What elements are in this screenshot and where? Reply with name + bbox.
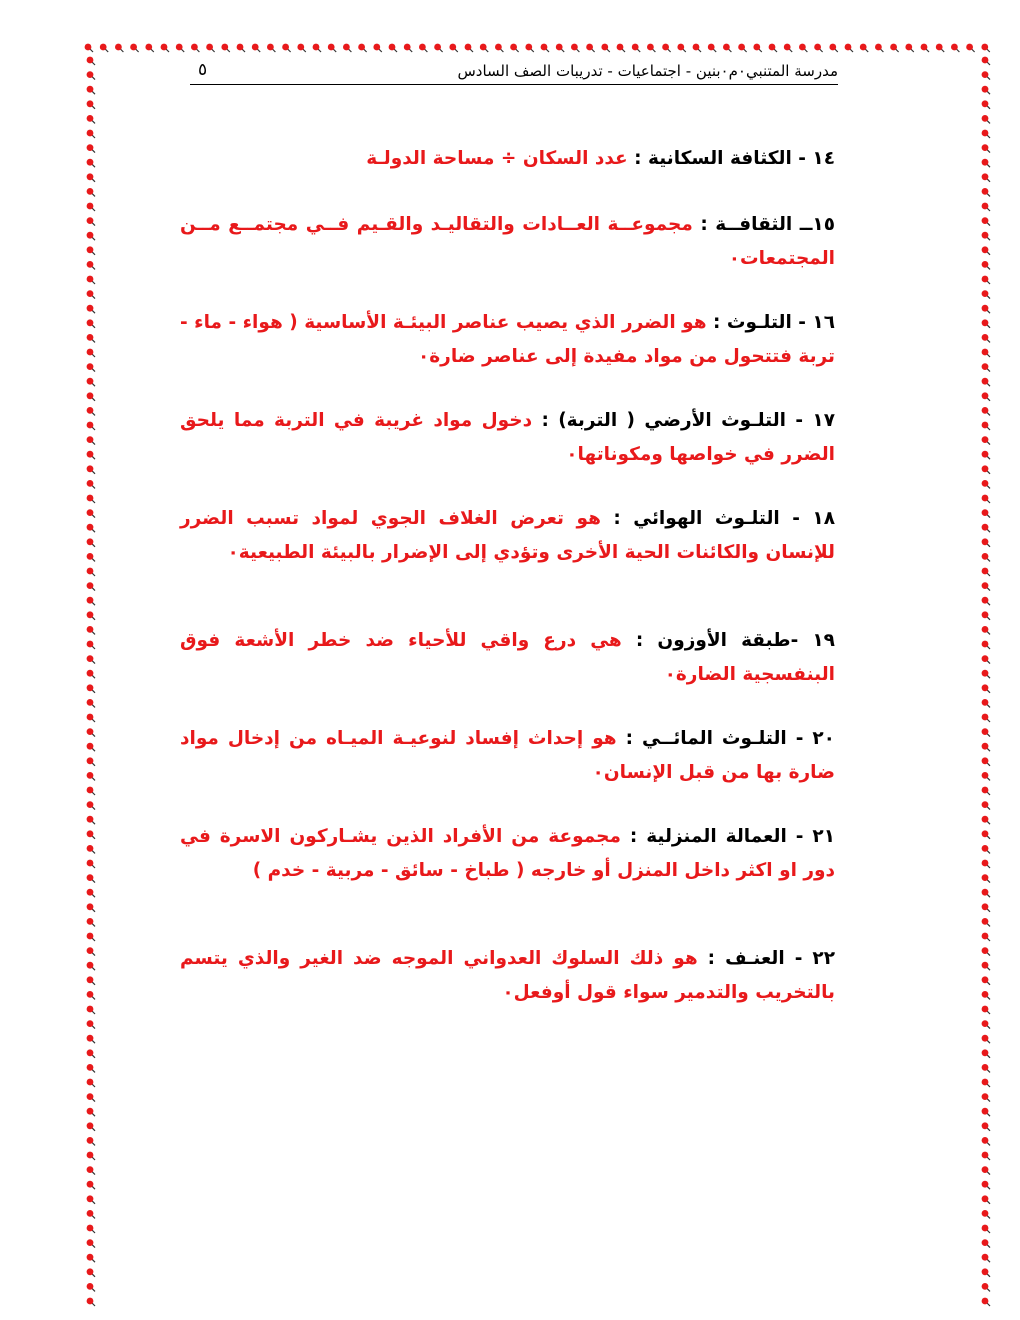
border-pin-head: [982, 465, 989, 472]
border-pin-head: [571, 44, 578, 51]
page-number: ٥: [198, 60, 208, 80]
border-pin-head: [87, 261, 94, 268]
border-pin-head: [936, 44, 943, 51]
border-pin-head: [982, 509, 989, 516]
border-pin-head: [87, 159, 94, 166]
border-pin-head: [87, 1093, 94, 1100]
border-pin-head: [982, 553, 989, 560]
border-pin-head: [87, 962, 94, 969]
border-pin-head: [556, 44, 563, 51]
border-pin-head: [982, 159, 989, 166]
border-pin-head: [87, 363, 94, 370]
border-pin-head: [87, 714, 94, 721]
border-pin-head: [982, 1108, 989, 1115]
border-pin-head: [87, 553, 94, 560]
border-pin-head: [982, 655, 989, 662]
border-pin-head: [982, 1298, 989, 1305]
border-pin-head: [982, 684, 989, 691]
border-pin-head: [87, 1283, 94, 1290]
border-pin-head: [87, 232, 94, 239]
definition-item: ٢١ - العمالة المنزلية : مجموعة من الأفراد الذين يشـاركون الاسرة في دور او اكثر داخل المنزل أو خارجه ( طباخ - سائق - مربية - خدم ): [180, 826, 835, 881]
border-pin-head: [87, 1079, 94, 1086]
item-number: ٢١: [812, 826, 835, 847]
border-pin-head: [982, 1254, 989, 1261]
border-pin-head: [87, 480, 94, 487]
border-pin-head: [85, 44, 92, 51]
border-pin-head: [951, 44, 958, 51]
border-pin-head: [87, 1239, 94, 1246]
border-pin-head: [982, 1239, 989, 1246]
border-pin-head: [87, 830, 94, 837]
border-pin-head: [982, 1122, 989, 1129]
border-pin-head: [87, 801, 94, 808]
border-pin-head: [586, 44, 593, 51]
border-pin-head: [982, 1006, 989, 1013]
border-pin-head: [647, 44, 654, 51]
definitions-list: [180, 142, 835, 1010]
border-pin-head: [465, 44, 472, 51]
border-pin-head: [237, 44, 244, 51]
border-pin-head: [982, 363, 989, 370]
border-pin-head: [982, 1093, 989, 1100]
border-pin-head: [982, 1064, 989, 1071]
border-pin-head: [87, 451, 94, 458]
border-pin-head: [373, 44, 380, 51]
border-pin-head: [982, 1035, 989, 1042]
border-pin-head: [87, 1020, 94, 1027]
border-pin-head: [982, 1020, 989, 1027]
border-pin-head: [982, 816, 989, 823]
border-pin-head: [191, 44, 198, 51]
border-pin-head: [982, 71, 989, 78]
border-pin-head: [982, 933, 989, 940]
border-pin-head: [87, 349, 94, 356]
border-pin-head: [814, 44, 821, 51]
border-pin-head: [799, 44, 806, 51]
border-pin-head: [829, 44, 836, 51]
border-pin-head: [87, 246, 94, 253]
border-pin-head: [87, 173, 94, 180]
border-pin-head: [982, 991, 989, 998]
border-pin-head: [145, 44, 152, 51]
border-pin-head: [982, 889, 989, 896]
border-pin-head: [982, 524, 989, 531]
border-pin-head: [982, 57, 989, 64]
border-pin-head: [87, 378, 94, 385]
border-pin-head: [982, 714, 989, 721]
border-pin-head: [87, 991, 94, 998]
border-pin-head: [662, 44, 669, 51]
border-pin-head: [982, 232, 989, 239]
item-number: ١٤: [812, 148, 835, 169]
border-pin-head: [87, 699, 94, 706]
border-pin-head: [495, 44, 502, 51]
border-pin-head: [480, 44, 487, 51]
border-pin-head: [845, 44, 852, 51]
border-pin-head: [206, 44, 213, 51]
border-pin-head: [87, 436, 94, 443]
item-number: ١٨: [812, 508, 835, 529]
border-pin-head: [297, 44, 304, 51]
definition-item: ٢٠ - التلـوث المائــي : هو إحداث إفساد لنوعيـة الميـاه من إدخال مواد ضارة بها من قبل الإنسان٠: [180, 728, 835, 783]
border-pin-head: [860, 44, 867, 51]
border-pin-head: [87, 626, 94, 633]
border-pin-head: [87, 203, 94, 210]
item-number: ٢٠: [812, 728, 835, 749]
border-pin-head: [87, 1064, 94, 1071]
border-pin-head: [982, 845, 989, 852]
border-pin-head: [982, 188, 989, 195]
border-pin-head: [982, 918, 989, 925]
border-pin-head: [982, 422, 989, 429]
border-pin-head: [252, 44, 259, 51]
border-pin-head: [982, 1181, 989, 1188]
border-pin-head: [87, 407, 94, 414]
border-pin-head: [982, 728, 989, 735]
border-pin-head: [982, 451, 989, 458]
border-pin-head: [87, 1195, 94, 1202]
border-pin-head: [87, 290, 94, 297]
border-pin-head: [87, 933, 94, 940]
border-pin-head: [982, 100, 989, 107]
border-pin-head: [982, 334, 989, 341]
border-pin-head: [87, 422, 94, 429]
border-pin-head: [87, 57, 94, 64]
definition-item: ١٥ــ الثقافــة : مجموعــة العــادات والتقاليـد والقـيم فــي مجتمــع مــن المجتمعات٠: [180, 214, 836, 269]
border-pin-head: [966, 44, 973, 51]
border-pin-head: [982, 261, 989, 268]
border-pin-head: [982, 217, 989, 224]
border-pin-head: [87, 1006, 94, 1013]
border-pin-head: [905, 44, 912, 51]
border-pin-head: [87, 276, 94, 283]
border-pin-head: [601, 44, 608, 51]
border-pin-head: [87, 334, 94, 341]
border-pin-head: [982, 130, 989, 137]
item-definition: هي درع واقي للأحياء ضد خطر الأشعة فوق البنفسجية الضارة٠: [180, 630, 835, 685]
border-pin-head: [87, 217, 94, 224]
border-pin-head: [982, 757, 989, 764]
border-pin-head: [982, 436, 989, 443]
definition-item: ١٨ - التلـوث الهوائي : هو تعرض الغلاف الجوي لمواد تسبب الضرر للإنسان والكائنات الحية الأخرى وتؤدي إلى الإضرار بالبيئة الطبيعية٠: [180, 508, 835, 563]
border-pin-head: [87, 918, 94, 925]
border-pin-head: [87, 71, 94, 78]
border-pin-head: [87, 597, 94, 604]
border-pin-head: [87, 1166, 94, 1173]
border-pin-head: [982, 1268, 989, 1275]
border-pin-head: [176, 44, 183, 51]
item-number: ١٧: [812, 410, 835, 431]
border-pin-head: [267, 44, 274, 51]
item-definition: دخول مواد غريبة في التربة مما يلحق الضرر في خواصها ومكوناتها٠: [180, 410, 835, 465]
definition-item: ١٧ - التلـوث الأرضي ( التربة) : دخول مواد غريبة في التربة مما يلحق الضرر في خواصها ومكوناتها٠: [180, 410, 835, 465]
border-pin-head: [87, 509, 94, 516]
border-pin-head: [87, 1035, 94, 1042]
item-term: التلـوث الهوائي :: [613, 508, 780, 529]
border-pin-head: [982, 276, 989, 283]
item-term: طبقة الأوزون :: [635, 630, 791, 651]
border-pin-head: [982, 772, 989, 779]
border-pin-head: [282, 44, 289, 51]
border-pin-head: [525, 44, 532, 51]
item-term: العنـف :: [707, 948, 785, 969]
border-pin-head: [982, 641, 989, 648]
item-term: العمالة المنزلية :: [629, 826, 787, 847]
border-pin-head: [982, 495, 989, 502]
border-pin-head: [358, 44, 365, 51]
border-pin-head: [87, 495, 94, 502]
definition-item: ١٩ -طبقة الأوزون : هي درع واقي للأحياء ضد خطر الأشعة فوق البنفسجية الضارة٠: [180, 630, 835, 685]
border-pin-head: [87, 524, 94, 531]
border-pin-head: [982, 407, 989, 414]
border-pin-head: [982, 1137, 989, 1144]
border-pin-head: [982, 699, 989, 706]
border-pin-head: [982, 290, 989, 297]
definition-item: ٢٢ - العنـف : هو ذلك السلوك العدواني الموجه ضد الغير والذي يتسم بالتخريب والتدمير سواء قول أوفعل٠: [180, 948, 835, 1003]
border-pin-head: [87, 641, 94, 648]
border-pin-head: [982, 86, 989, 93]
border-pin-head: [982, 1210, 989, 1217]
border-pin-head: [161, 44, 168, 51]
border-pin-head: [982, 582, 989, 589]
border-pin-head: [130, 44, 137, 51]
border-pin-head: [87, 115, 94, 122]
border-pin-head: [982, 1283, 989, 1290]
definition-item: ١٤ - الكثافة السكانية : عدد السكان ÷ مساحة الدولـة: [366, 148, 835, 169]
border-pin-head: [87, 86, 94, 93]
border-pin-head: [784, 44, 791, 51]
border-pin-head: [87, 319, 94, 326]
border-pin-head: [982, 246, 989, 253]
border-pin-head: [87, 1254, 94, 1261]
border-pin-head: [87, 130, 94, 137]
border-pin-head: [87, 144, 94, 151]
border-pin-head: [982, 801, 989, 808]
item-term: التلـوث المائــي :: [625, 728, 787, 749]
border-pin-head: [982, 305, 989, 312]
border-pin-head: [389, 44, 396, 51]
border-pin-head: [982, 597, 989, 604]
border-pin-head: [87, 1049, 94, 1056]
border-pin-head: [87, 1152, 94, 1159]
border-pin-head: [313, 44, 320, 51]
border-pin-head: [617, 44, 624, 51]
item-number: ١٥: [812, 214, 836, 235]
border-pin-head: [87, 655, 94, 662]
item-definition: هو تعرض الغلاف الجوي لمواد تسبب الضرر للإنسان والكائنات الحية الأخرى وتؤدي إلى الإضرار بالبيئة الطبيعية٠: [180, 508, 835, 563]
border-pin-head: [982, 743, 989, 750]
border-pin-head: [875, 44, 882, 51]
item-number: ٢٢: [812, 948, 835, 969]
border-pin-head: [87, 1210, 94, 1217]
item-definition: مجموعــة العــادات والتقاليـد والقـيم فــي مجتمــع مــن المجتمعات٠: [180, 214, 835, 269]
item-number: ١٩: [812, 630, 835, 651]
border-pin-head: [87, 860, 94, 867]
border-pin-head: [87, 743, 94, 750]
border-pin-head: [87, 1137, 94, 1144]
border-pin-head: [677, 44, 684, 51]
border-pin-head: [982, 115, 989, 122]
border-pin-head: [87, 305, 94, 312]
border-pin-head: [87, 1108, 94, 1115]
border-pin-head: [982, 480, 989, 487]
border-pin-head: [87, 538, 94, 545]
border-pin-head: [982, 860, 989, 867]
item-definition: هو ذلك السلوك العدواني الموجه ضد الغير والذي يتسم بالتخريب والتدمير سواء قول أوفعل٠: [180, 948, 835, 1003]
border-pin-head: [982, 319, 989, 326]
border-pin-head: [87, 772, 94, 779]
border-pin-head: [982, 1079, 989, 1086]
item-term: الكثافة السكانية :: [634, 148, 792, 169]
border-pin-head: [738, 44, 745, 51]
border-pin-head: [87, 188, 94, 195]
border-pin-head: [87, 670, 94, 677]
border-pin-head: [723, 44, 730, 51]
border-pin-head: [87, 465, 94, 472]
border-pin-head: [982, 378, 989, 385]
border-pin-head: [982, 1195, 989, 1202]
border-pin-head: [100, 44, 107, 51]
border-pin-head: [890, 44, 897, 51]
border-pin-head: [87, 1298, 94, 1305]
border-pin-head: [982, 611, 989, 618]
border-pin-head: [982, 787, 989, 794]
border-pin-head: [419, 44, 426, 51]
border-pin-head: [434, 44, 441, 51]
border-pin-head: [87, 874, 94, 881]
border-pin-head: [982, 568, 989, 575]
border-pin-head: [87, 816, 94, 823]
border-pin-head: [982, 830, 989, 837]
border-pin-head: [982, 962, 989, 969]
border-pin-head: [541, 44, 548, 51]
border-pin-head: [982, 349, 989, 356]
border-pin-head: [404, 44, 411, 51]
border-pin-head: [982, 903, 989, 910]
border-pin-head: [982, 947, 989, 954]
border-pin-head: [982, 392, 989, 399]
border-pin-head: [87, 1225, 94, 1232]
border-pin-head: [982, 670, 989, 677]
border-pin-head: [982, 1225, 989, 1232]
border-pin-head: [982, 173, 989, 180]
border-pin-head: [982, 976, 989, 983]
border-pin-head: [87, 728, 94, 735]
border-pin-head: [632, 44, 639, 51]
border-pin-head: [982, 1166, 989, 1173]
border-pin-head: [769, 44, 776, 51]
border-pin-head: [87, 976, 94, 983]
border-pin-head: [87, 392, 94, 399]
border-pin-head: [87, 100, 94, 107]
border-pin-head: [328, 44, 335, 51]
border-pin-head: [87, 1181, 94, 1188]
border-pin-head: [87, 787, 94, 794]
border-pin-head: [982, 1152, 989, 1159]
border-pin-head: [221, 44, 228, 51]
border-pin-head: [982, 538, 989, 545]
border-pin-head: [87, 947, 94, 954]
header-title: مدرسة المتنبي٠م٠بنين - اجتماعيات - تدريبات الصف السادس: [457, 62, 838, 80]
border-pin-head: [115, 44, 122, 51]
border-pin-head: [87, 757, 94, 764]
item-definition: عدد السكان ÷ مساحة الدولـة: [366, 148, 628, 169]
border-pin-head: [921, 44, 928, 51]
border-pin-head: [510, 44, 517, 51]
border-pin-head: [708, 44, 715, 51]
page-header: [190, 60, 838, 85]
item-definition: هو الضرر الذي يصيب عناصر البيئـة الأساسية ( هواء - ماء - تربة فتتحول من مواد مفيدة إلى عناصر ضارة٠: [180, 312, 835, 367]
border-pin-head: [87, 1122, 94, 1129]
border-pin-head: [87, 1268, 94, 1275]
border-pin-head: [87, 889, 94, 896]
border-pin-head: [981, 44, 988, 51]
border-pin-head: [753, 44, 760, 51]
item-number: ١٦: [812, 312, 835, 333]
item-definition: مجموعة من الأفراد الذين يشـاركون الاسرة في دور او اكثر داخل المنزل أو خارجه ( طباخ - سائق - مربية - خدم ): [180, 826, 835, 881]
border-pin-head: [343, 44, 350, 51]
border-pin-head: [449, 44, 456, 51]
border-pin-head: [87, 845, 94, 852]
border-pin-head: [693, 44, 700, 51]
item-definition: هو إحداث إفساد لنوعيـة الميـاه من إدخال مواد ضارة بها من قبل الإنسان٠: [180, 728, 835, 783]
item-term: الثقافــة :: [700, 214, 793, 235]
border-pin-head: [87, 582, 94, 589]
item-term: التلـوث الأرضي ( التربة) :: [541, 410, 786, 431]
border-pin-head: [87, 684, 94, 691]
item-term: التلـوث :: [713, 312, 792, 333]
border-pin-head: [87, 903, 94, 910]
border-pin-head: [982, 626, 989, 633]
border-pin-head: [87, 611, 94, 618]
definition-item: ١٦ - التلـوث : هو الضرر الذي يصيب عناصر البيئـة الأساسية ( هواء - ماء - تربة فتتحول من مواد مفيدة إلى عناصر ضارة٠: [180, 312, 835, 367]
border-pin-head: [982, 144, 989, 151]
border-pin-head: [982, 203, 989, 210]
border-pin-head: [982, 1049, 989, 1056]
border-pin-head: [982, 874, 989, 881]
border-pin-head: [87, 568, 94, 575]
